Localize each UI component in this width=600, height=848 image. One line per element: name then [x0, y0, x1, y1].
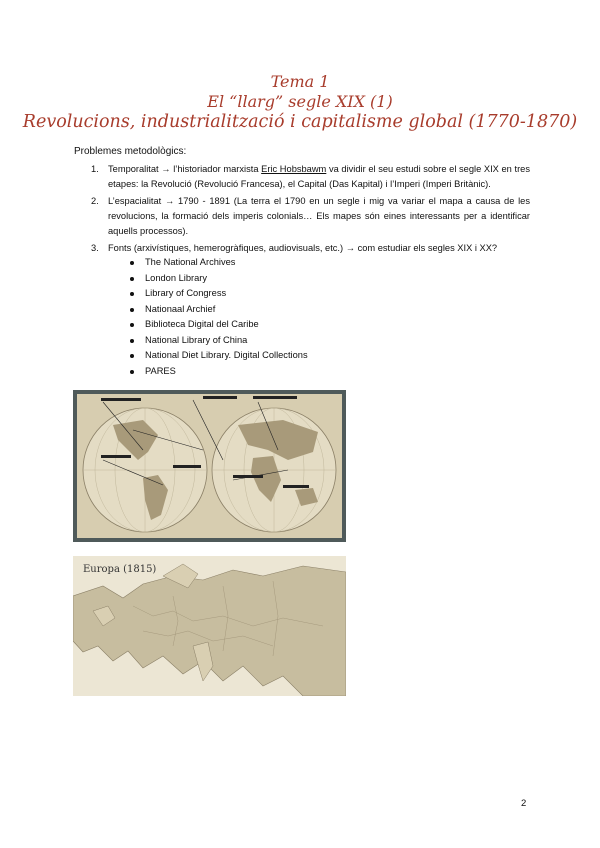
europe-map-illustration — [73, 556, 346, 696]
title-main: Revolucions, industrialització i capitalisme global (1770-1870) — [22, 112, 578, 132]
item-text-pre: Temporalitat → l’historiador marxista — [108, 164, 262, 174]
page-number: 2 — [521, 798, 527, 809]
title-block — [0, 72, 600, 132]
list-item — [74, 194, 530, 239]
item-text: Fonts (arxivístiques, hemerogràfiques, audiovisuals, etc.) → com estudiar els segles XIX i XX? — [108, 243, 498, 253]
source-item: National Library of China — [126, 333, 308, 349]
section-label: Problemes metodològics: — [74, 146, 187, 157]
item-text-post: va dividir el seu estudi sobre el segle XIX en tres etapes: la Revolució (Revolució Francesa), el Capital (Das Kapital) i l’Imperi (Imperi Britànic). — [108, 164, 530, 189]
world-map-image — [73, 390, 346, 542]
item-text: L’espacialitat → 1790 - 1891 (La terra el 1790 en un segle i mig va variar el mapa a causa de les revolucions, la formació dels imperis colonials… Els mapes són eines interessants per a identificar aquells processos). — [108, 196, 530, 236]
source-item: PARES — [126, 364, 308, 380]
title-subtitle: El “llarg” segle XIX (1) — [207, 92, 393, 111]
list-item — [74, 162, 530, 192]
numbered-list — [74, 162, 530, 258]
source-item: Library of Congress — [126, 286, 308, 302]
source-item: Nationaal Archief — [126, 302, 308, 318]
list-number: 3. — [91, 243, 99, 253]
sources-list — [126, 255, 308, 379]
title-tema: Tema 1 — [270, 72, 330, 91]
europe-map-image — [73, 556, 346, 696]
list-number: 2. — [91, 196, 99, 206]
list-number: 1. — [91, 164, 99, 174]
europe-map-title: Europa (1815) — [83, 564, 157, 575]
source-item: National Diet Library. Digital Collections — [126, 348, 308, 364]
source-item: Biblioteca Digital del Caribe — [126, 317, 308, 333]
hobsbawm-link[interactable]: Eric Hobsbawm — [261, 164, 327, 174]
world-map-illustration — [73, 390, 346, 542]
source-item: London Library — [126, 271, 308, 287]
source-item: The National Archives — [126, 255, 308, 271]
list-item — [74, 241, 530, 256]
